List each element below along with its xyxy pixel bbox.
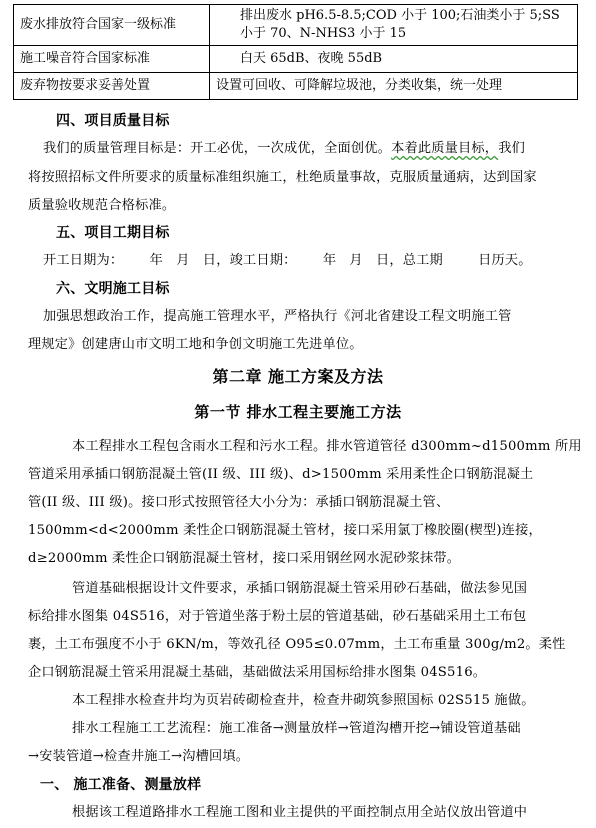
- paragraph-line: [43, 140, 591, 158]
- text-segment: 我们的质量管理目标是：开工必优，一次成优，全面创优。: [43, 141, 392, 156]
- paragraph-line: 本工程排水检查井均为页岩砖砌检查井，检查井砌筑参照国标 02S515 施做。: [72, 693, 535, 708]
- paragraph-line: 开工日期为： 年 月 日，竣工日期： 年 月 日，总工期 日历天。: [43, 253, 532, 268]
- paragraph-line: 将按照招标文件所要求的质量标准组织施工，杜绝质量事故，克服质量通病，达到国家: [28, 170, 537, 185]
- paragraph-line: 企口钢筋混凝土管采用混凝土基础，基础做法采用国标给排水图集 04S516。: [28, 665, 487, 680]
- text-segment: 我们: [498, 141, 525, 156]
- table-cell-item: 废弃物按要求妥善处置: [14, 73, 210, 100]
- table-cell-value: 白天 65dB、夜晚 55dB: [210, 46, 578, 73]
- paragraph-line: 排水工程施工工艺流程：施工准备→测量放样→管道沟槽开挖→铺设管道基础: [72, 721, 521, 736]
- table-row: [14, 5, 578, 46]
- paragraph-line: 管道基础根据设计文件要求，承插口钢筋混凝土管采用砂石基础，做法参见国: [72, 581, 528, 596]
- paragraph-line: 标给排水图集 04S516，对于管道坐落于粉土层的管道基础，砂石基础采用土工布包: [28, 609, 527, 624]
- paragraph-line: →安装管道→检查井施工→沟槽回填。: [28, 749, 250, 764]
- table-cell-value: [210, 5, 578, 46]
- paragraph-line: 1500mm<d<2000mm 柔性企口钢筋混凝土管材，接口采用氯丁橡胶圈(楔型)连接，: [28, 523, 542, 538]
- heading-schedule-goal: 五、项目工期目标: [56, 225, 170, 241]
- heading-civilized-goal: 六、文明施工目标: [56, 281, 170, 297]
- heading-preparation: 一、 施工准备、测量放样: [40, 777, 202, 793]
- table-row: [14, 46, 578, 73]
- paragraph-line: 管(II 级、III 级)。接口形式按照管径大小分为：承插口钢筋混凝土管、: [28, 495, 450, 510]
- paragraph-line: 裹，土工布强度不小于 6KN/m，等效孔径 O95≤0.07mm，土工布重量 300g/m2。柔性: [28, 637, 566, 652]
- paragraph-line: 质量验收规范合格标准。: [28, 198, 176, 213]
- table-cell-item: 施工噪音符合国家标准: [14, 46, 210, 73]
- paragraph-line: d≥2000mm 柔性企口钢筋混凝土管材，接口采用钢丝网水泥砂浆抹带。: [28, 551, 461, 566]
- table-cell-item: 废水排放符合国家一级标准: [14, 5, 210, 46]
- environment-standards-table: [13, 4, 578, 100]
- section-title: 第一节 排水工程主要施工方法: [194, 403, 402, 421]
- table-row: [14, 73, 578, 100]
- paragraph-line: 根据该工程道路排水工程施工图和业主提供的平面控制点用全站仪放出管道中: [72, 805, 528, 820]
- paragraph-line: 本工程排水工程包含雨水工程和污水工程。排水管道管径 d300mm~d1500mm 所用: [72, 439, 582, 454]
- chapter-title: 第二章 施工方案及方法: [212, 367, 384, 386]
- paragraph-line: 理规定》创建唐山市文明工地和争创文明施工先进单位。: [28, 337, 363, 352]
- paragraph-line: 加强思想政治工作，提高施工管理水平，严格执行《河北省建设工程文明施工管: [43, 309, 512, 324]
- heading-quality-goal: 四、项目质量目标: [56, 113, 170, 129]
- paragraph-line: 管道采用承插口钢筋混凝土管(II 级、III 级)、d>1500mm 采用柔性企口钢筋混凝土: [28, 467, 534, 482]
- table-cell-value-line: 小于 70、N-NHS3 小于 15: [240, 26, 407, 41]
- grammar-underlined-text: 本着此质量目标，: [391, 141, 499, 156]
- table-cell-value-line: 排出废水 pH6.5-8.5;COD 小于 100;石油类小于 5;SS: [240, 8, 560, 23]
- table-cell-value: 设置可回收、可降解垃圾池，分类收集，统一处理: [210, 73, 578, 100]
